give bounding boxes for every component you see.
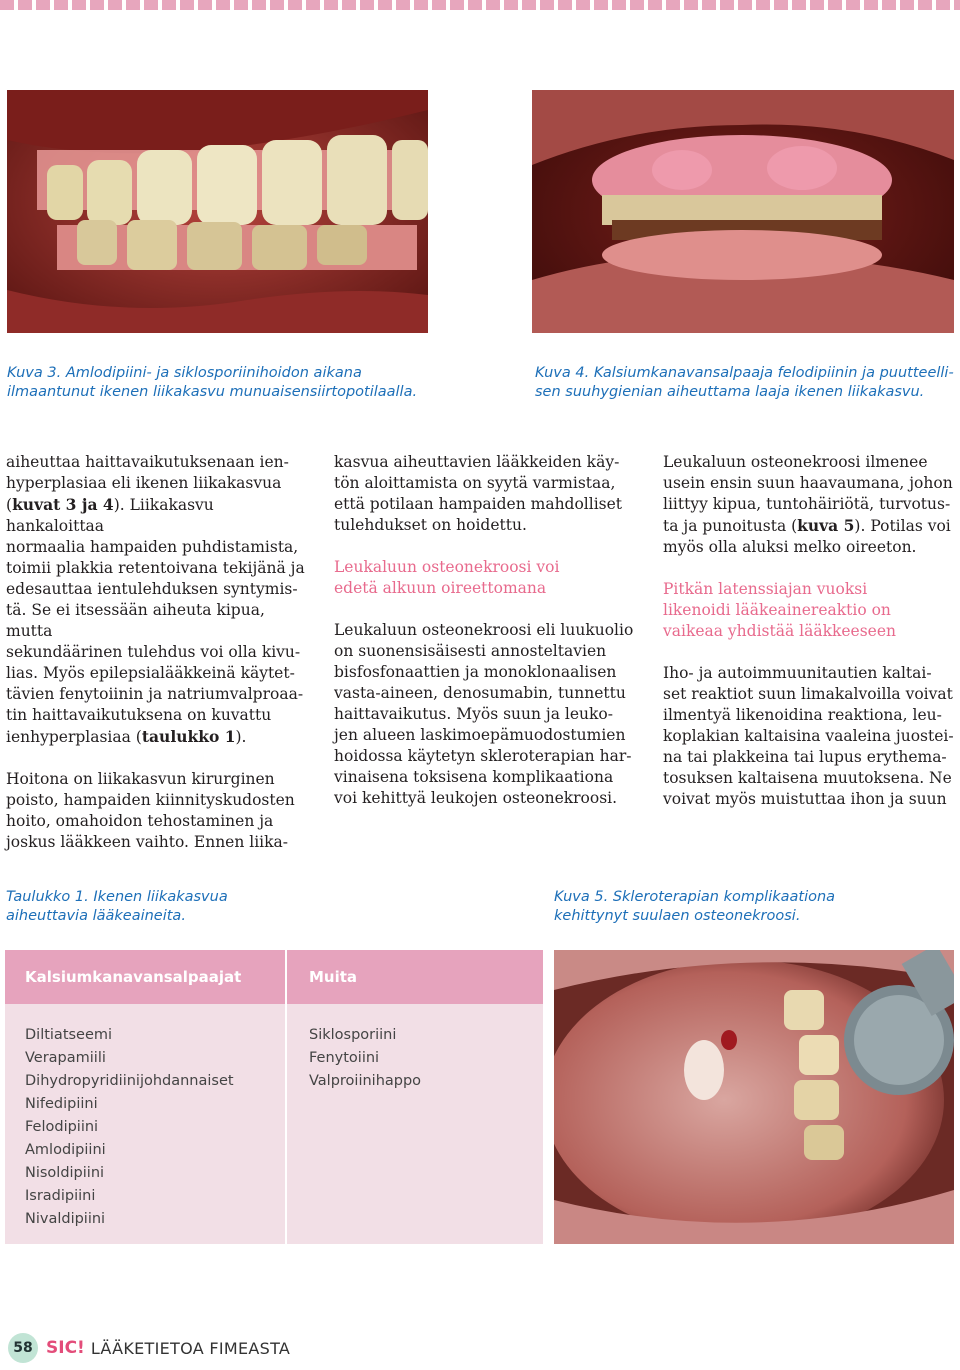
caption-kuva-3 xyxy=(7,364,417,402)
caption-kuva-3-text: Kuva 3. Amlodipiini- ja siklosporiinihoidon aikana ilmaantunut ikenen liikakasvu munuaisensiirtopotilaalla. xyxy=(7,365,418,400)
col2-paragraph-1: kasvua aiheuttavien lääkkeiden käy- tön aloittamista on syytä varmistaa, että potilaan hampaiden mahdolliset tulehdukset on hoidettu. xyxy=(334,453,623,534)
col1-paragraph-2: Hoitona on liikakasvun kirurginen poisto, hampaiden kiinnityskudosten hoito, omahoidon tehostaminen ja joskus lääkkeen vaihto. Ennen liika- xyxy=(6,770,295,851)
magazine-brand: SIC! xyxy=(46,1338,85,1358)
drug-table-header xyxy=(5,950,543,1004)
col1-p1-text-e: ). xyxy=(235,728,247,746)
col2-subheading: Leukaluun osteonekroosi voi edetä alkuun oireettomana xyxy=(334,558,560,597)
photo-kuva-3 xyxy=(7,90,428,333)
table-header-others: Muita xyxy=(309,968,358,986)
col3-paragraph-2: Iho- ja autoimmuunitautien kaltai- set reaktiot suun limakalvoilla voivat ilmentyä likenoidina reaktiona, leu- koplakian kaltaisina vaaleina juostei- na tai plakkeina tai lupus erythema- tosuksen kaltaisena muutoksena. Ne voivat myös muistuttaa ihon ja suun xyxy=(663,664,954,808)
col2-paragraph-2: Leukaluun osteonekroosi eli luukuolio on suonensisäisesti annosteltavien bisfosfonaattien ja monoklonaalisen vasta-aineen, denosumabin, tunnettu haittavaikutus. Myös suun ja leuko- jen alueen laskimoepämuodostumien hoidossa käytetyn skleroterapian har- vinaisena toksisena komplikaationa voi kehittyä leukojen osteonekroosi. xyxy=(334,621,634,807)
table-cell: Nisoldipiini xyxy=(25,1165,105,1181)
text-column-3 xyxy=(663,452,959,831)
magazine-tagline: LÄÄKETIETOA FIMEASTA xyxy=(90,1338,291,1358)
table-cell: Felodipiini xyxy=(25,1119,99,1135)
table-cell: Diltiatseemi xyxy=(25,1027,113,1043)
col1-p1-text-c: ). Liikakasvu hankaloittaa normaalia hampaiden puhdistamista, toimii plakkia retentoivana tekijänä ja edesauttaa ientulehduksen syntymis- tä. Se ei itsessään aiheuta kipua, mutta sekundäärinen tulehdus voi olla kivu- lias. Myös epilepsialääkkeinä käytet- tävien fenytoiinin ja natriumvalproaa- tin haittavaikutuksena on kuvattu ienhyperplasiaa ( xyxy=(6,496,305,746)
col1-p1-ref-taulukko: taulukko 1 xyxy=(141,727,236,746)
col3-paragraph-1 xyxy=(663,452,959,558)
text-column-2 xyxy=(334,452,634,830)
table-cell: Nifedipiini xyxy=(25,1096,98,1112)
page-number: 58 xyxy=(8,1333,38,1363)
table-cell: Verapamiili xyxy=(25,1050,106,1066)
table-cell: Nivaldipiini xyxy=(25,1211,106,1227)
col3-p1-text-a: Leukaluun osteonekroosi ilmenee usein ensin suun haavaumana, johon liittyy kipua, tuntohäiriötä, turvotus- ta ja punoitusta ( xyxy=(663,453,953,535)
table-column-calcium-channel-blockers xyxy=(5,1004,287,1244)
table-cell: Siklosporiini xyxy=(309,1027,397,1043)
caption-taulukko-1 xyxy=(6,888,228,926)
table-cell: Amlodipiini xyxy=(25,1142,106,1158)
page-footer xyxy=(8,1333,290,1363)
col3-subheading: Pitkän latenssiajan vuoksi likenoidi lääkeainereaktio on vaikeaa yhdistää lääkkeeseen xyxy=(663,580,896,640)
table-column-others xyxy=(287,1004,543,1244)
col3-p1-text-c: ). Potilas voi myös olla aluksi melko oireeton. xyxy=(663,517,951,556)
drug-table-body xyxy=(5,1004,543,1244)
col1-p1-text-a: aiheuttaa haittavaikutuksenaan ien- hyperplasiaa eli ikenen liikakasvua ( xyxy=(6,453,289,514)
col1-paragraph-1 xyxy=(6,452,306,748)
caption-taulukko-1-text: Taulukko 1. Ikenen liikakasvua aiheuttavia lääkeaineita. xyxy=(6,889,228,924)
text-column-1 xyxy=(6,452,306,874)
table-cell: Fenytoiini xyxy=(309,1050,380,1066)
caption-kuva-4-text: Kuva 4. Kalsiumkanavansalpaaja felodipiinin ja puutteelli- sen suuhygienian aiheuttama laaja ikenen liikakasvu. xyxy=(535,365,954,400)
table-header-calcium-channel-blockers: Kalsiumkanavansalpaajat xyxy=(5,950,287,1004)
top-dashed-border xyxy=(0,0,960,10)
drug-table xyxy=(5,950,543,1244)
col1-p1-ref-kuvat: kuvat 3 ja 4 xyxy=(12,495,114,514)
col3-p1-ref-kuva: kuva 5 xyxy=(797,516,855,535)
caption-kuva-4 xyxy=(535,364,954,402)
photo-kuva-5 xyxy=(554,950,954,1244)
table-cell: Isradipiini xyxy=(25,1188,96,1204)
caption-kuva-5 xyxy=(554,888,835,926)
photo-kuva-4 xyxy=(532,90,954,333)
table-cell: Dihydropyridiinijohdannaiset xyxy=(25,1073,234,1089)
caption-kuva-5-text: Kuva 5. Skleroterapian komplikaationa kehittynyt suulaen osteonekroosi. xyxy=(554,889,836,924)
table-cell: Valproiinihappo xyxy=(309,1073,422,1089)
